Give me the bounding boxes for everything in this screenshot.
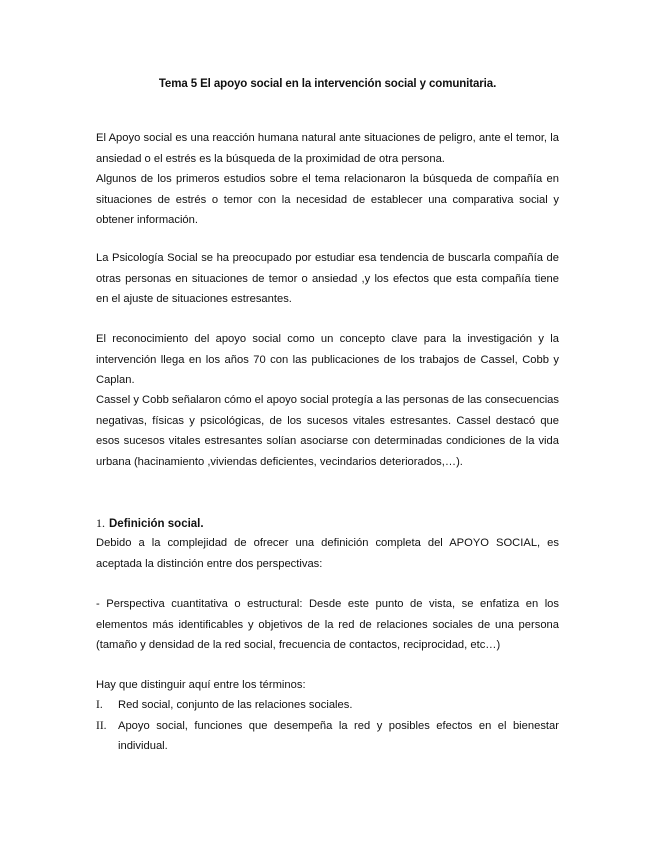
paragraph-cassel-cobb: Cassel y Cobb señalaron cómo el apoyo social protegía a las personas de las consecuencias negativas, físicas y psicológicas, de los sucesos vitales estresantes. Cassel destacó que esos sucesos vitales estresantes solían asociarse con determinadas condiciones de la vida urbana (hacinamiento ,viviendas deficientes, vecindarios deteriorados,…).	[96, 394, 559, 468]
list-item-text: Apoyo social, funciones que desempeña la red y posibles efectos en el bienestar individual.	[118, 719, 559, 752]
paragraph-psychology: La Psicología Social se ha preocupado por estudiar esa tendencia de buscarla compañía de otras personas en situaciones de temor o ansiedad ,y los efectos que esta compañía tiene en el ajuste de situaciones estresantes.	[96, 252, 559, 305]
list-item	[96, 716, 559, 757]
paragraph-terms-intro: Hay que distinguir aquí entre los términos:	[96, 679, 306, 691]
document-title: Tema 5 El apoyo social en la intervención social y comunitaria.	[158, 78, 497, 90]
list-marker: II.	[96, 719, 107, 732]
list-item-text: Red social, conjunto de las relaciones sociales.	[118, 699, 353, 711]
paragraph-intro-2: Algunos de los primeros estudios sobre el tema relacionaron la búsqueda de compañía en situaciones de estrés o temor con la necesidad de establecer una comparativa social y obtener información.	[96, 173, 559, 226]
paragraph-perspective: - Perspectiva cuantitativa o estructural: Desde este punto de vista, se enfatiza en los elementos más identificables y objetivos de la red de relaciones sociales de una persona (tamaño y densidad de la red social, frecuencia de contactos, reciprocidad, etc…)	[96, 598, 559, 651]
section-heading	[96, 513, 204, 535]
terms-list	[96, 695, 559, 757]
section-heading-text: Definición social.	[109, 518, 204, 530]
list-marker: I.	[96, 699, 103, 711]
section-number: 1.	[96, 516, 105, 530]
paragraph-intro-1: El Apoyo social es una reacción humana natural ante situaciones de peligro, ante el temor, la ansiedad o el estrés es la búsqueda de la proximidad de otra persona.	[96, 132, 559, 165]
list-item	[96, 695, 559, 716]
paragraph-section-intro: Debido a la complejidad de ofrecer una definición completa del APOYO SOCIAL, es aceptada la distinción entre dos perspectivas:	[96, 537, 559, 570]
paragraph-recognition: El reconocimiento del apoyo social como un concepto clave para la investigación y la intervención llega en los años 70 con las publicaciones de los trabajos de Cassel, Cobb y Caplan.	[96, 333, 559, 386]
